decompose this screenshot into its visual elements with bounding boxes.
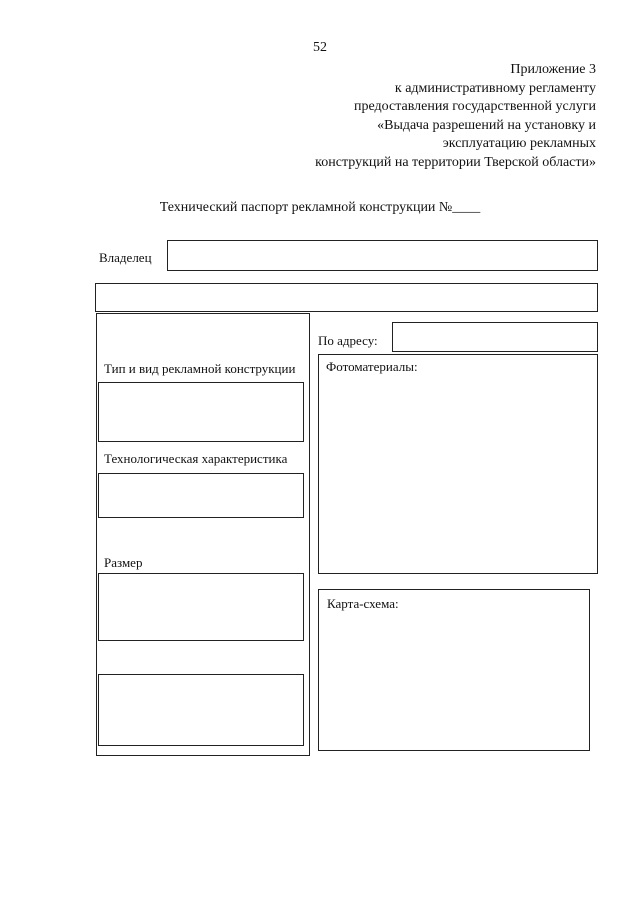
map-panel[interactable] (318, 589, 590, 751)
appendix-line: эксплуатацию рекламных (442, 136, 596, 151)
page-number: 52 (313, 40, 327, 55)
appendix-header (315, 61, 596, 172)
owner-field[interactable] (167, 240, 598, 271)
appendix-line: «Выдача разрешений на установку и (377, 117, 596, 133)
size-field[interactable] (98, 573, 304, 641)
appendix-line: конструкций на территории Тверской области» (315, 154, 596, 170)
document-title: Технический паспорт рекламной конструкции №____ (159, 200, 481, 215)
tech-field[interactable] (98, 473, 304, 518)
photo-label: Фотоматериалы: (326, 359, 418, 374)
type-label: Тип и вид рекламной конструкции (104, 361, 296, 376)
appendix-line: предоставления государственной услуги (354, 99, 596, 114)
size-label: Размер (104, 555, 143, 570)
appendix-line: Приложение 3 (510, 62, 596, 77)
extra-field[interactable] (98, 674, 304, 746)
photo-panel[interactable] (318, 354, 598, 574)
owner-label: Владелец (99, 250, 152, 265)
appendix-line: к административному регламенту (394, 80, 596, 96)
tech-label: Технологическая характеристика (104, 451, 288, 466)
blank-row-field[interactable] (95, 283, 598, 312)
map-label: Карта-схема: (327, 596, 399, 611)
address-field[interactable] (392, 322, 598, 352)
address-label: По адресу: (318, 333, 378, 348)
type-field[interactable] (98, 382, 304, 442)
